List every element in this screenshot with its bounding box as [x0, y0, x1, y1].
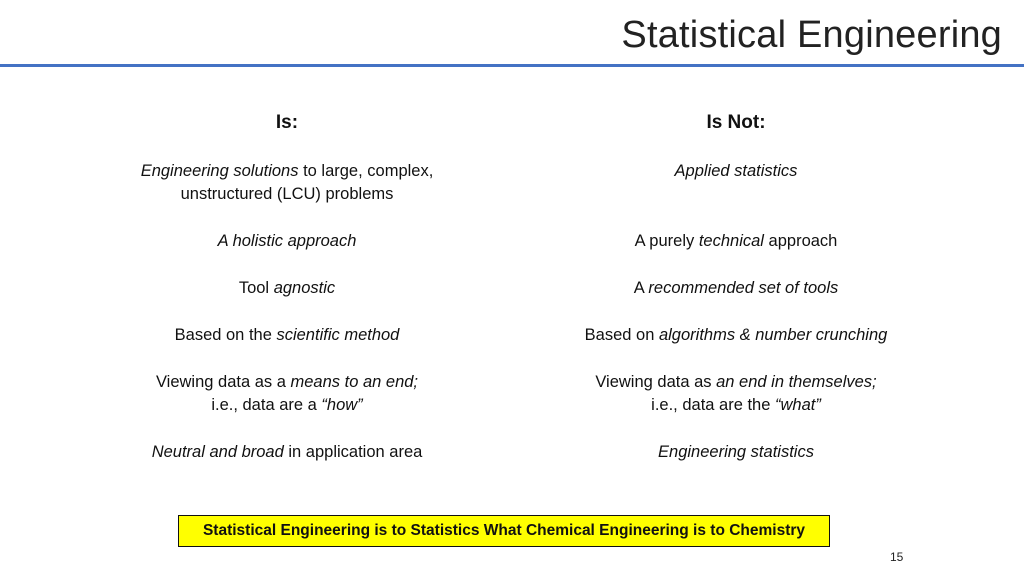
- is-not-column: [526, 110, 946, 488]
- is-not-item-5-line2: i.e., data are the: [651, 396, 775, 414]
- is-not-item-2: [526, 230, 946, 253]
- is-item-6-text: in application area: [283, 443, 423, 461]
- is-not-item-1-em: Applied statistics: [674, 162, 798, 180]
- is-not-item-2-text2: approach: [763, 232, 838, 250]
- is-item-1-text: to large, complex,: [298, 162, 434, 180]
- is-heading: Is:: [275, 112, 299, 133]
- is-item-4: [77, 324, 497, 347]
- is-not-heading: Is Not:: [706, 112, 766, 133]
- is-not-item-5-text: Viewing data as: [595, 373, 717, 391]
- page-number: 15: [890, 550, 904, 564]
- is-item-4-text: Based on the: [174, 326, 277, 344]
- is-not-item-6-em: Engineering statistics: [658, 443, 814, 461]
- is-not-item-2-text: A purely: [634, 232, 699, 250]
- is-item-5-text: Viewing data as a: [155, 373, 291, 391]
- is-item-2-em: A holistic approach: [217, 232, 357, 250]
- is-item-5-line2: i.e., data are a: [211, 396, 322, 414]
- is-item-5-em2: “how”: [321, 396, 363, 414]
- slide-title: Statistical Engineering: [621, 14, 1002, 56]
- is-item-5-em: means to an end;: [290, 373, 419, 391]
- is-item-2: [77, 230, 497, 253]
- summary-banner: Statistical Engineering is to Statistics What Chemical Engineering is to Chemistry: [178, 515, 830, 547]
- is-item-6-em: Neutral and broad: [151, 443, 284, 461]
- is-item-1-line2: unstructured (LCU) problems: [180, 185, 394, 203]
- is-not-item-3: [526, 277, 946, 300]
- is-item-6: [77, 441, 497, 464]
- is-not-item-5-em: an end in themselves;: [716, 373, 877, 391]
- is-not-item-5-em2: “what”: [775, 396, 821, 414]
- is-not-item-3-em: recommended set of tools: [648, 279, 839, 297]
- is-not-item-6: [526, 441, 946, 464]
- is-not-item-1: [526, 160, 946, 206]
- is-item-3-em: agnostic: [273, 279, 336, 297]
- is-item-1-em: Engineering solutions: [140, 162, 299, 180]
- is-item-5: [77, 371, 497, 417]
- title-underline: [0, 64, 1024, 67]
- is-column: [77, 110, 497, 488]
- is-item-1: [77, 160, 497, 206]
- is-not-item-2-em: technical: [698, 232, 764, 250]
- is-not-item-5: [526, 371, 946, 417]
- is-not-item-4-text: Based on: [584, 326, 659, 344]
- is-item-3: [77, 277, 497, 300]
- is-not-item-4: [526, 324, 946, 347]
- is-item-3-text: Tool: [238, 279, 274, 297]
- is-item-4-em: scientific method: [276, 326, 400, 344]
- is-not-item-3-text: A: [633, 279, 649, 297]
- is-not-item-4-em: algorithms & number crunching: [658, 326, 888, 344]
